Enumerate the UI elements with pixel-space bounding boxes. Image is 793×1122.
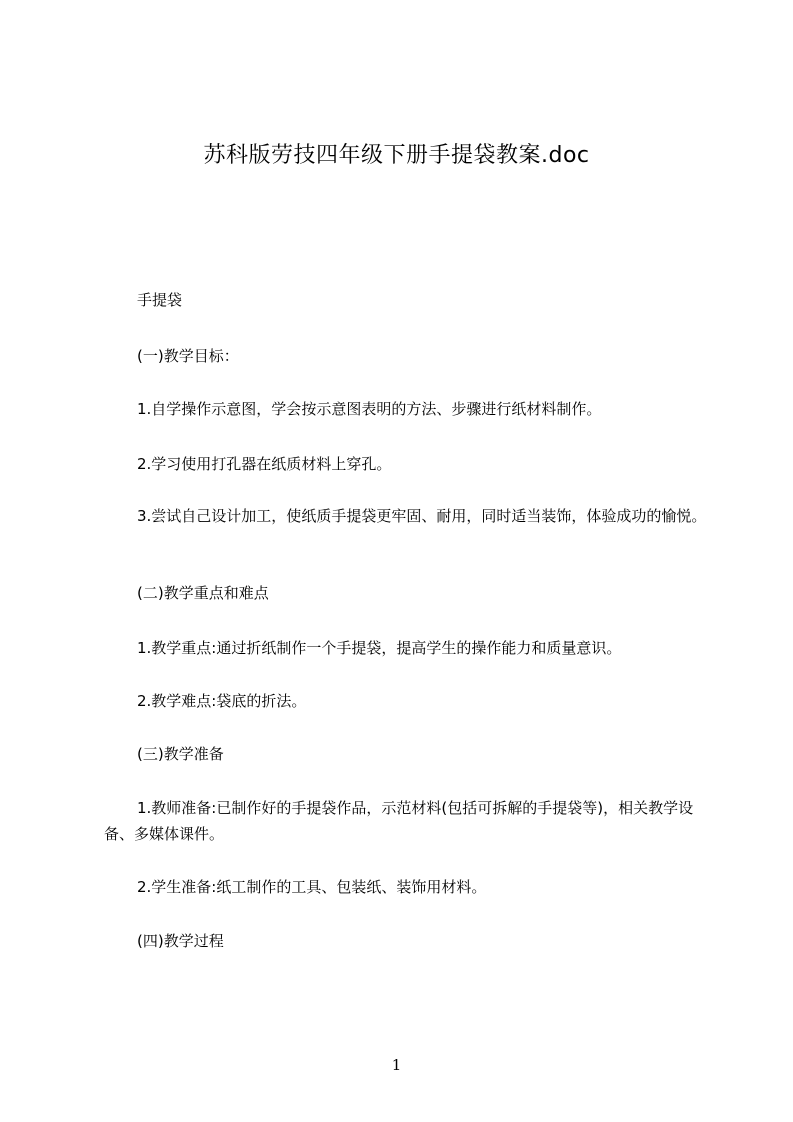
- preparation-item-1: 1.教师准备:已制作好的手提袋作品，示范材料(包括可拆解的手提袋等)，相关教学设备、多媒体课件。: [104, 799, 694, 843]
- section-heading-preparation: (三)教学准备: [137, 745, 224, 763]
- key-point-item-1: 1.教学重点:通过折纸制作一个手提袋，提高学生的操作能力和质量意识。: [137, 639, 622, 657]
- key-point-item-2: 2.教学难点:袋底的折法。: [137, 692, 307, 710]
- objective-item-3: 3.尝试自己设计加工，使纸质手提袋更牢固、耐用，同时适当装饰，体验成功的愉悦。: [137, 507, 707, 525]
- section-heading-key-points: (二)教学重点和难点: [137, 584, 269, 602]
- page-number: 1: [391, 1056, 402, 1074]
- objective-item-2: 2.学习使用打孔器在纸质材料上穿孔。: [137, 455, 392, 473]
- preparation-item-2: 2.学生准备:纸工制作的工具、包装纸、装饰用材料。: [137, 878, 487, 896]
- section-heading-process: (四)教学过程: [137, 932, 224, 950]
- paragraph-heading-handbag: 手提袋: [137, 291, 183, 309]
- objective-item-1: 1.自学操作示意图，学会按示意图表明的方法、步骤进行纸材料制作。: [137, 400, 602, 418]
- document-title: 苏科版劳技四年级下册手提袋教案.doc: [203, 143, 590, 168]
- section-heading-objectives: (一)教学目标：: [137, 347, 239, 365]
